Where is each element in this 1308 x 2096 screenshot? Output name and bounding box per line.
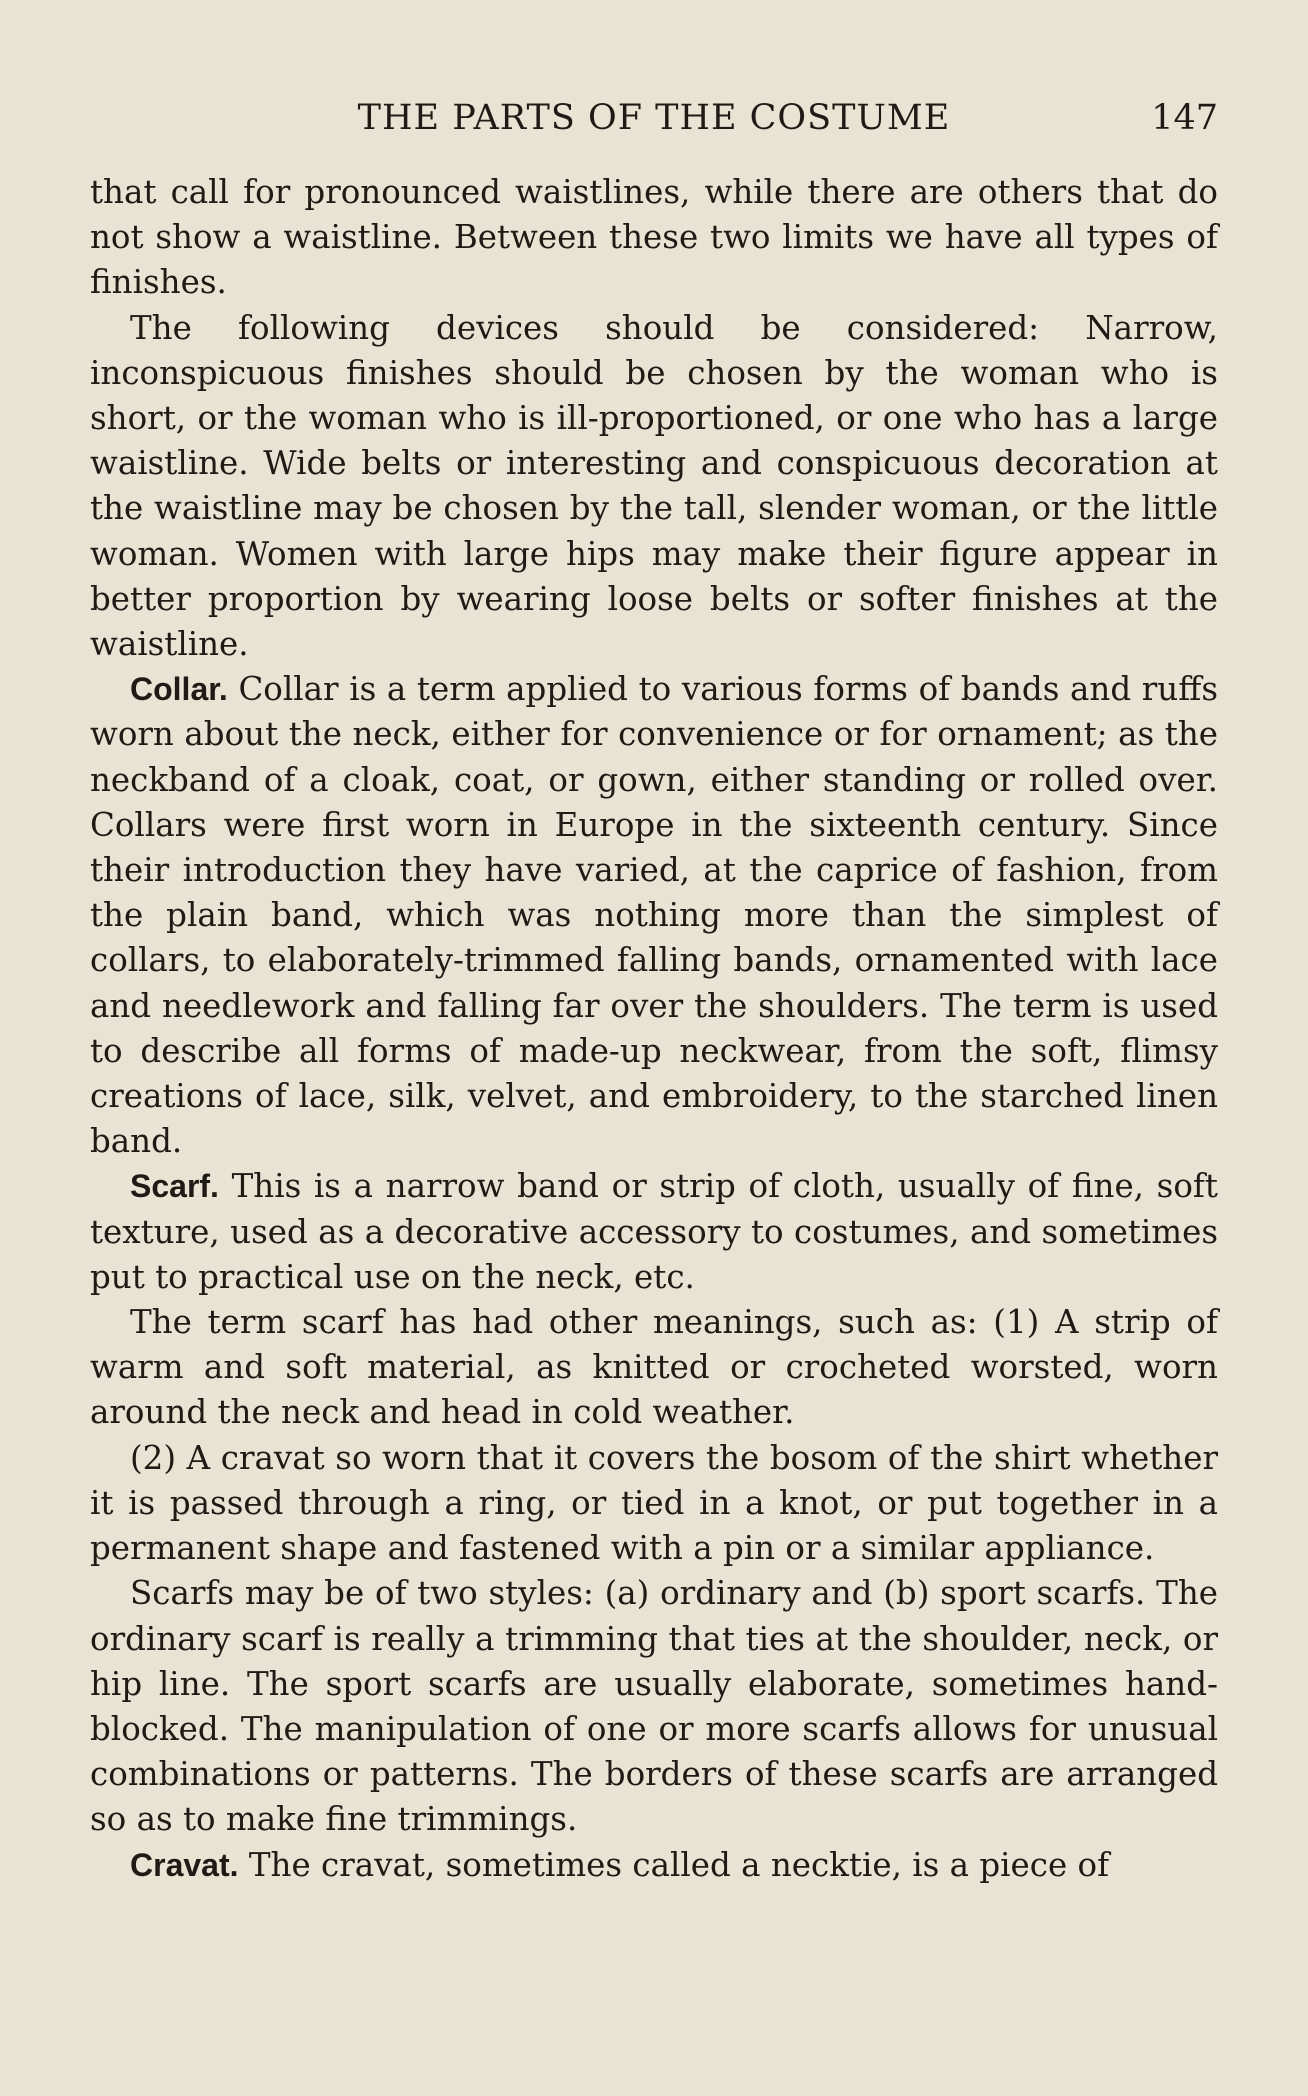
page-number: 147 <box>1151 98 1218 138</box>
paragraph-collar <box>90 667 1218 1164</box>
paragraph-text: (2) A cravat so worn that it covers the bosom of the shirt whether it is passed through a ring, or tied in a knot, or put together in a permanent shape and fastened with a pin or a similar appliance. <box>90 1438 1218 1568</box>
paragraph-text: The term scarf has had other meanings, such as: (1) A strip of warm and soft material, as knitted or crocheted worsted, worn around the neck and head in cold weather. <box>90 1303 1218 1432</box>
paragraph-scarf <box>90 1164 1218 1300</box>
running-head: THE PARTS OF THE COSTUME <box>357 98 951 138</box>
paragraph-scarf-cravat <box>90 1436 1218 1572</box>
paragraph-text: The following devices should be considered: Narrow, inconspicuous finishes should be chosen by the woman who is short, or the woman who is ill-proportioned, or one who has a large waistline. Wide belts or interesting and conspicuous decoration at the waistline may be chosen by the tall, slender woman, or the little woman. Women with large hips may make their figure appear in better proportion by wearing loose belts or softer finishes at the waistline. <box>90 308 1218 664</box>
term-heading-collar: Collar. <box>130 671 228 708</box>
paragraph-waistline-devices <box>90 306 1218 668</box>
body-text <box>90 170 1218 1888</box>
paragraph-waistline-continued <box>90 170 1218 306</box>
term-heading-scarf: Scarf. <box>130 1168 219 1205</box>
paragraph-text: The cravat, sometimes called a necktie, is a piece of <box>238 1845 1110 1884</box>
paragraph-text: Scarfs may be of two styles: (a) ordinary and (b) sport scarfs. The ordinary scarf is really a trimming that ties at the shoulder, neck, or hip line. The sport scarfs are usually elaborate, sometimes hand-blocked. The manipulation of one or more scarfs allows for unusual combinations or patterns. The borders of these scarfs are arranged so as to make fine trimmings. <box>90 1574 1218 1839</box>
paragraph-scarf-meanings <box>90 1300 1218 1436</box>
paragraph-scarf-styles <box>90 1571 1218 1842</box>
page-header <box>90 93 1218 143</box>
paragraph-text: This is a narrow band or strip of cloth, usually of fine, soft texture, used as a decorative accessory to costumes, and sometimes put to practical use on the neck, etc. <box>90 1167 1218 1296</box>
paragraph-cravat <box>90 1843 1218 1888</box>
paragraph-text: that call for pronounced waistlines, while there are others that do not show a waistline. Between these two limits we have all types of finishes. <box>90 173 1218 302</box>
paragraph-text: Collar is a term applied to various forms of bands and ruffs worn about the neck, either for convenience or for ornament; as the neckband of a cloak, coat, or gown, either standing or rolled over. Collars were first worn in Europe in the sixteenth century. Since their introduction they have varied, at the caprice of fashion, from the plain band, which was nothing more than the simplest of collars, to elaborately-trimmed falling bands, ornamented with lace and needlework and falling far over the shoulders. The term is used to describe all forms of made-up neckwear, from the soft, flimsy creations of lace, silk, velvet, and embroidery, to the starched linen band. <box>90 670 1218 1161</box>
term-heading-cravat: Cravat. <box>130 1846 239 1883</box>
